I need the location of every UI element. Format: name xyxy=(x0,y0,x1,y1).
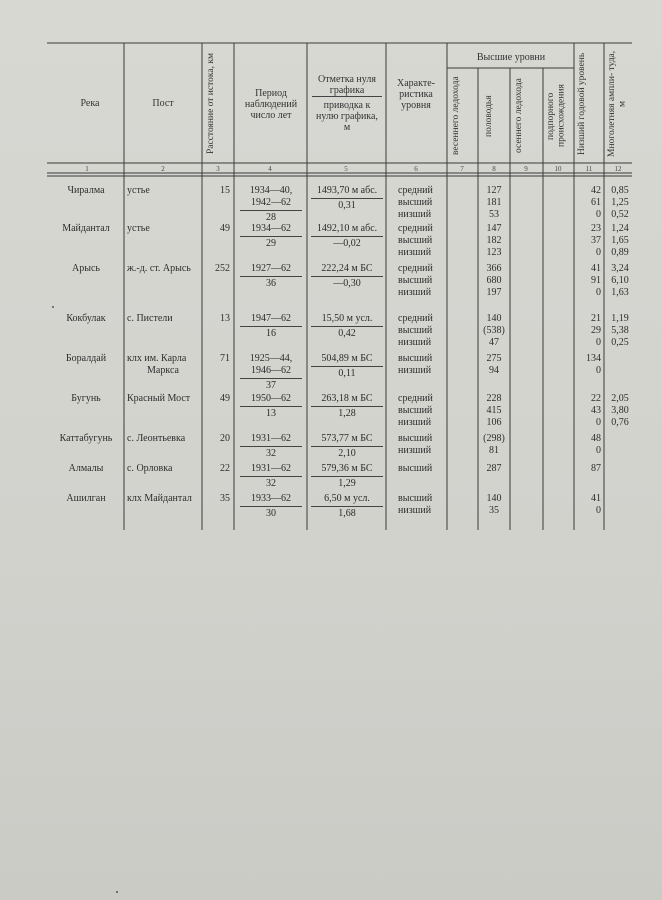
period-fraction xyxy=(240,463,302,490)
column-number: 4 xyxy=(268,165,272,173)
distance-value: 49 xyxy=(220,393,230,404)
zero-mark-value: 6,50 м усл. xyxy=(311,493,383,507)
zero-mark-correction: 1,28 xyxy=(338,408,356,419)
flood-level: 94 xyxy=(489,365,499,376)
zero-mark-fraction xyxy=(311,263,383,290)
flood-level: 181 xyxy=(486,197,502,208)
zero-mark-correction: 0,11 xyxy=(338,368,356,379)
zero-mark-fraction xyxy=(311,463,383,490)
flood-level: 140 xyxy=(486,313,502,324)
zero-mark-correction: 1,68 xyxy=(338,508,356,519)
zero-mark-fraction xyxy=(311,313,383,340)
low-annual-level: 0 xyxy=(596,445,601,456)
level-characteristic: низший xyxy=(398,247,432,258)
period-range: 1934—62 xyxy=(251,223,291,234)
period-fraction xyxy=(240,353,302,392)
flood-level: (538) xyxy=(483,325,505,336)
header-distance: Расстояние от истока, км xyxy=(206,53,216,155)
amplitude-value: 6,10 xyxy=(611,275,629,286)
low-annual-level: 29 xyxy=(591,325,601,336)
low-annual-level: 91 xyxy=(591,275,601,286)
level-characteristic: низший xyxy=(398,365,432,376)
low-annual-level: 87 xyxy=(591,463,601,474)
low-annual-level: 61 xyxy=(591,197,601,208)
level-characteristic: высший xyxy=(398,235,433,246)
amplitude-value: 1,65 xyxy=(611,235,629,246)
flood-level: 147 xyxy=(486,223,502,234)
column-number: 7 xyxy=(460,165,464,173)
amplitude-value: 0,52 xyxy=(611,209,629,220)
header-level-char: Характе- ристика уровня xyxy=(397,78,435,111)
period-count: 36 xyxy=(266,278,276,289)
column-number: 8 xyxy=(492,165,496,173)
flood-level: 287 xyxy=(486,463,502,474)
low-annual-level: 48 xyxy=(591,433,601,444)
period-years xyxy=(240,185,302,211)
level-characteristic: высший xyxy=(398,325,433,336)
period-range: 1933—62 xyxy=(251,493,291,504)
amplitude-value: 5,38 xyxy=(611,325,629,336)
level-characteristic: высший xyxy=(398,197,433,208)
level-characteristic: низший xyxy=(398,287,432,298)
period-count: 32 xyxy=(266,448,276,459)
flood-level: 680 xyxy=(486,275,502,286)
period-range: 1947—62 xyxy=(251,313,291,324)
level-characteristic: средний xyxy=(398,393,433,404)
distance-value: 35 xyxy=(220,493,230,504)
column-number: 2 xyxy=(161,165,165,173)
flood-level: 106 xyxy=(486,417,502,428)
post-name: клх им. Карла xyxy=(127,353,187,364)
flood-level: (298) xyxy=(483,433,505,444)
period-fraction xyxy=(240,263,302,290)
low-annual-level: 0 xyxy=(596,365,601,376)
amplitude-value: 1,24 xyxy=(611,223,629,234)
distance-value: 71 xyxy=(220,353,230,364)
level-characteristic: средний xyxy=(398,223,433,234)
zero-mark-value: 15,50 м усл. xyxy=(311,313,383,327)
river-name: Ашилган xyxy=(66,493,106,504)
level-characteristic: средний xyxy=(398,263,433,274)
flood-level: 53 xyxy=(489,209,499,220)
amplitude-value: 1,25 xyxy=(611,197,629,208)
post-name: Маркса xyxy=(147,365,179,376)
level-characteristic: средний xyxy=(398,313,433,324)
low-annual-level: 22 xyxy=(591,393,601,404)
period-years xyxy=(240,493,302,507)
post-name: с. Пистели xyxy=(127,313,173,324)
header-flood: половодья xyxy=(484,95,494,137)
zero-mark-correction: 0,42 xyxy=(338,328,356,339)
period-fraction xyxy=(240,433,302,460)
zero-mark-value: 1493,70 м абс. xyxy=(311,185,383,199)
low-annual-level: 134 xyxy=(586,353,601,364)
flood-level: 275 xyxy=(486,353,502,364)
period-range: 1950—62 xyxy=(251,393,291,404)
flood-level: 182 xyxy=(486,235,502,246)
period-years xyxy=(240,223,302,237)
period-count: 28 xyxy=(266,212,276,223)
level-characteristic: низший xyxy=(398,337,432,348)
amplitude-value: 0,76 xyxy=(611,417,629,428)
post-name: устье xyxy=(127,223,150,234)
speck xyxy=(116,891,118,893)
flood-level: 47 xyxy=(489,337,499,348)
low-annual-level: 0 xyxy=(596,247,601,258)
header-amplitude: Многолетняя ампли- туда, м xyxy=(607,50,628,158)
distance-value: 49 xyxy=(220,223,230,234)
period-range: 1927—62 xyxy=(251,263,291,274)
distance-value: 20 xyxy=(220,433,230,444)
period-count: 13 xyxy=(266,408,276,419)
period-years xyxy=(240,263,302,277)
post-name: ж.-д. ст. Арысь xyxy=(127,263,191,274)
flood-level: 415 xyxy=(486,405,502,416)
zero-mark-correction: —0,30 xyxy=(333,278,361,289)
header-low-annual: Низший годовой уровень xyxy=(577,52,587,156)
flood-level: 140 xyxy=(486,493,502,504)
level-characteristic: высший xyxy=(398,463,433,474)
column-number: 10 xyxy=(554,165,562,173)
zero-mark-fraction xyxy=(311,493,383,520)
period-range: 1931—62 xyxy=(251,433,291,444)
post-name: клх Майдантал xyxy=(127,493,192,504)
zero-mark-fraction xyxy=(311,185,383,212)
distance-value: 22 xyxy=(220,463,230,474)
period-range: 1942—62 xyxy=(251,197,291,208)
level-characteristic: высший xyxy=(398,353,433,364)
header-high-levels: Высшие уровни xyxy=(476,52,546,63)
header-period: Период наблюдений число лет xyxy=(244,88,298,121)
period-count: 32 xyxy=(266,478,276,489)
river-name: Боралдай xyxy=(65,353,107,364)
river-name: Алмалы xyxy=(68,463,104,474)
zero-mark-value: 1492,10 м абс. xyxy=(311,223,383,237)
level-characteristic: высший xyxy=(398,433,433,444)
column-number: 3 xyxy=(216,165,220,173)
period-count: 37 xyxy=(266,380,276,391)
low-annual-level: 23 xyxy=(591,223,601,234)
zero-mark-fraction xyxy=(311,433,383,460)
period-years xyxy=(240,313,302,327)
flood-level: 197 xyxy=(486,287,502,298)
low-annual-level: 37 xyxy=(591,235,601,246)
flood-level: 123 xyxy=(486,247,502,258)
header-spring-ice: весеннего ледохода xyxy=(451,76,461,156)
amplitude-value: 0,25 xyxy=(611,337,629,348)
period-fraction xyxy=(240,493,302,520)
period-range: 1934—40, xyxy=(249,185,293,196)
post-name: с. Орловка xyxy=(127,463,173,474)
period-years xyxy=(240,433,302,447)
header-zero-mark-b: приводка к нулю графика, м xyxy=(316,100,378,133)
low-annual-level: 43 xyxy=(591,405,601,416)
low-annual-level: 0 xyxy=(596,417,601,428)
river-name: Каттабугунь xyxy=(59,433,113,444)
river-name: Бугунь xyxy=(71,393,101,404)
period-years xyxy=(240,393,302,407)
speck xyxy=(52,306,54,308)
post-name: Красный Мост xyxy=(127,393,191,404)
low-annual-level: 41 xyxy=(591,263,601,274)
zero-mark-value: 579,36 м БС xyxy=(311,463,383,477)
period-range: 1946—62 xyxy=(251,365,291,376)
column-number: 6 xyxy=(414,165,418,173)
zero-mark-correction: 0,31 xyxy=(338,200,356,211)
post-name: с. Леонтьевка xyxy=(127,433,186,444)
low-annual-level: 21 xyxy=(591,313,601,324)
zero-mark-fraction xyxy=(311,353,383,380)
period-fraction xyxy=(240,313,302,340)
zero-mark-fraction xyxy=(311,393,383,420)
flood-level: 366 xyxy=(486,263,502,274)
amplitude-value: 0,89 xyxy=(611,247,629,258)
zero-mark-correction: —0,02 xyxy=(333,238,361,249)
level-characteristic: средний xyxy=(398,185,433,196)
header-zero-mark-a: Отметка нуля графика xyxy=(312,74,382,97)
column-number: 9 xyxy=(524,165,528,173)
period-years xyxy=(240,353,302,379)
level-characteristic: высший xyxy=(398,275,433,286)
river-name: Чиралма xyxy=(67,185,105,196)
level-characteristic: низший xyxy=(398,417,432,428)
header-river: Река xyxy=(80,98,100,109)
period-years xyxy=(240,463,302,477)
flood-level: 81 xyxy=(489,445,499,456)
period-count: 30 xyxy=(266,508,276,519)
low-annual-level: 0 xyxy=(596,287,601,298)
level-characteristic: низший xyxy=(398,505,432,516)
header-autumn-ice: осеннего ледохода xyxy=(514,78,524,154)
flood-level: 35 xyxy=(489,505,499,516)
period-count: 29 xyxy=(266,238,276,249)
flood-level: 228 xyxy=(486,393,502,404)
amplitude-value: 0,85 xyxy=(611,185,629,196)
level-characteristic: низший xyxy=(398,445,432,456)
period-fraction xyxy=(240,185,302,224)
amplitude-value: 3,80 xyxy=(611,405,629,416)
low-annual-level: 0 xyxy=(596,505,601,516)
zero-mark-value: 222,24 м БС xyxy=(311,263,383,277)
amplitude-value: 2,05 xyxy=(611,393,629,404)
river-name: Майдантал xyxy=(62,223,110,234)
level-characteristic: высший xyxy=(398,493,433,504)
low-annual-level: 41 xyxy=(591,493,601,504)
amplitude-value: 1,63 xyxy=(611,287,629,298)
period-range: 1931—62 xyxy=(251,463,291,474)
column-number: 5 xyxy=(344,165,348,173)
distance-value: 252 xyxy=(215,263,230,274)
column-number: 11 xyxy=(585,165,593,173)
low-annual-level: 0 xyxy=(596,337,601,348)
distance-value: 13 xyxy=(220,313,230,324)
zero-mark-value: 504,89 м БС xyxy=(311,353,383,367)
level-characteristic: низший xyxy=(398,209,432,220)
header-post: Пост xyxy=(152,98,174,109)
distance-value: 15 xyxy=(220,185,230,196)
zero-mark-value: 263,18 м БС xyxy=(311,393,383,407)
period-fraction xyxy=(240,393,302,420)
column-number: 1 xyxy=(85,165,89,173)
header-backwater: подпорного происхождения xyxy=(546,84,567,148)
amplitude-value: 1,19 xyxy=(611,313,629,324)
period-fraction xyxy=(240,223,302,250)
river-name: Арысь xyxy=(72,263,100,274)
level-characteristic: высший xyxy=(398,405,433,416)
post-name: устье xyxy=(127,185,150,196)
zero-mark-correction: 2,10 xyxy=(338,448,356,459)
amplitude-value: 3,24 xyxy=(611,263,629,274)
zero-mark-correction: 1,29 xyxy=(338,478,356,489)
low-annual-level: 42 xyxy=(591,185,601,196)
river-name: Кокбулак xyxy=(66,313,106,324)
period-range: 1925—44, xyxy=(249,353,293,364)
zero-mark-value: 573,77 м БС xyxy=(311,433,383,447)
zero-mark-fraction xyxy=(311,223,383,250)
low-annual-level: 0 xyxy=(596,209,601,220)
column-number: 12 xyxy=(614,165,622,173)
flood-level: 127 xyxy=(486,185,502,196)
period-count: 16 xyxy=(266,328,276,339)
